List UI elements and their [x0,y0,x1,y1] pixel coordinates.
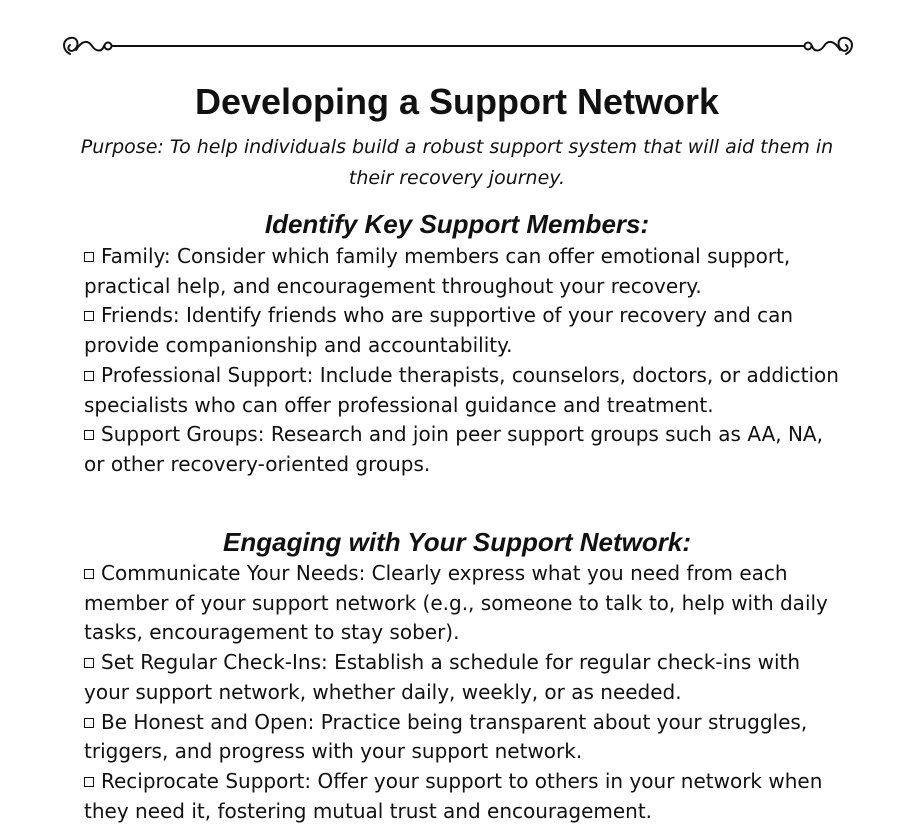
item-text: Professional Support: Include therapists, counselors, doctors, or addiction specialists who can offer professional guidance and treatment. [84,362,839,417]
checklist-item [84,708,844,767]
item-text: Set Regular Check-Ins: Establish a schedule for regular check-ins with your support network, whether daily, weekly, or as needed. [84,650,801,704]
checklist-engaging [84,559,844,826]
checkbox-icon[interactable] [84,371,94,381]
checklist-item [84,559,844,648]
checklist-item [84,361,844,420]
checklist-identify [84,242,844,480]
checkbox-icon[interactable] [84,569,94,579]
item-text: Communicate Your Needs: Clearly express what you need from each member of your support network (e.g., someone to talk to, help with daily tasks, encouragement to stay sober). [84,561,828,645]
checkbox-icon[interactable] [84,252,94,262]
page-title: Developing a Support Network [194,81,720,122]
item-text: Family: Consider which family members can offer emotional support, practical help, and encouragement throughout your recovery. [84,244,791,298]
item-text: Be Honest and Open: Practice being transparent about your struggles, triggers, and progress with your support network. [84,709,808,764]
purpose-statement: Purpose: To help individuals build a robust support system that will aid them in their recovery journey. [80,136,834,189]
item-text: Support Groups: Research and join peer support groups such as AA, NA, or other recovery-oriented groups. [84,422,823,476]
checkbox-icon[interactable] [84,311,94,321]
checklist-item [84,420,844,479]
checkbox-icon[interactable] [84,777,94,787]
checkbox-icon[interactable] [84,658,94,668]
section-heading-identify: Identify Key Support Members: [264,209,650,239]
checklist-item [84,242,844,301]
decorative-divider [58,32,858,62]
item-text: Reciprocate Support: Offer your support to others in your network when they need it, fostering mutual trust and encouragement. [84,768,823,823]
section-heading-engaging: Engaging with Your Support Network: [223,527,691,557]
checklist-item [84,767,844,826]
checkbox-icon[interactable] [84,718,94,728]
checklist-item [84,648,844,707]
item-text: Friends: Identify friends who are supportive of your recovery and can provide companionship and accountability. [84,303,794,358]
checkbox-icon[interactable] [84,430,94,440]
checklist-item [84,301,844,360]
